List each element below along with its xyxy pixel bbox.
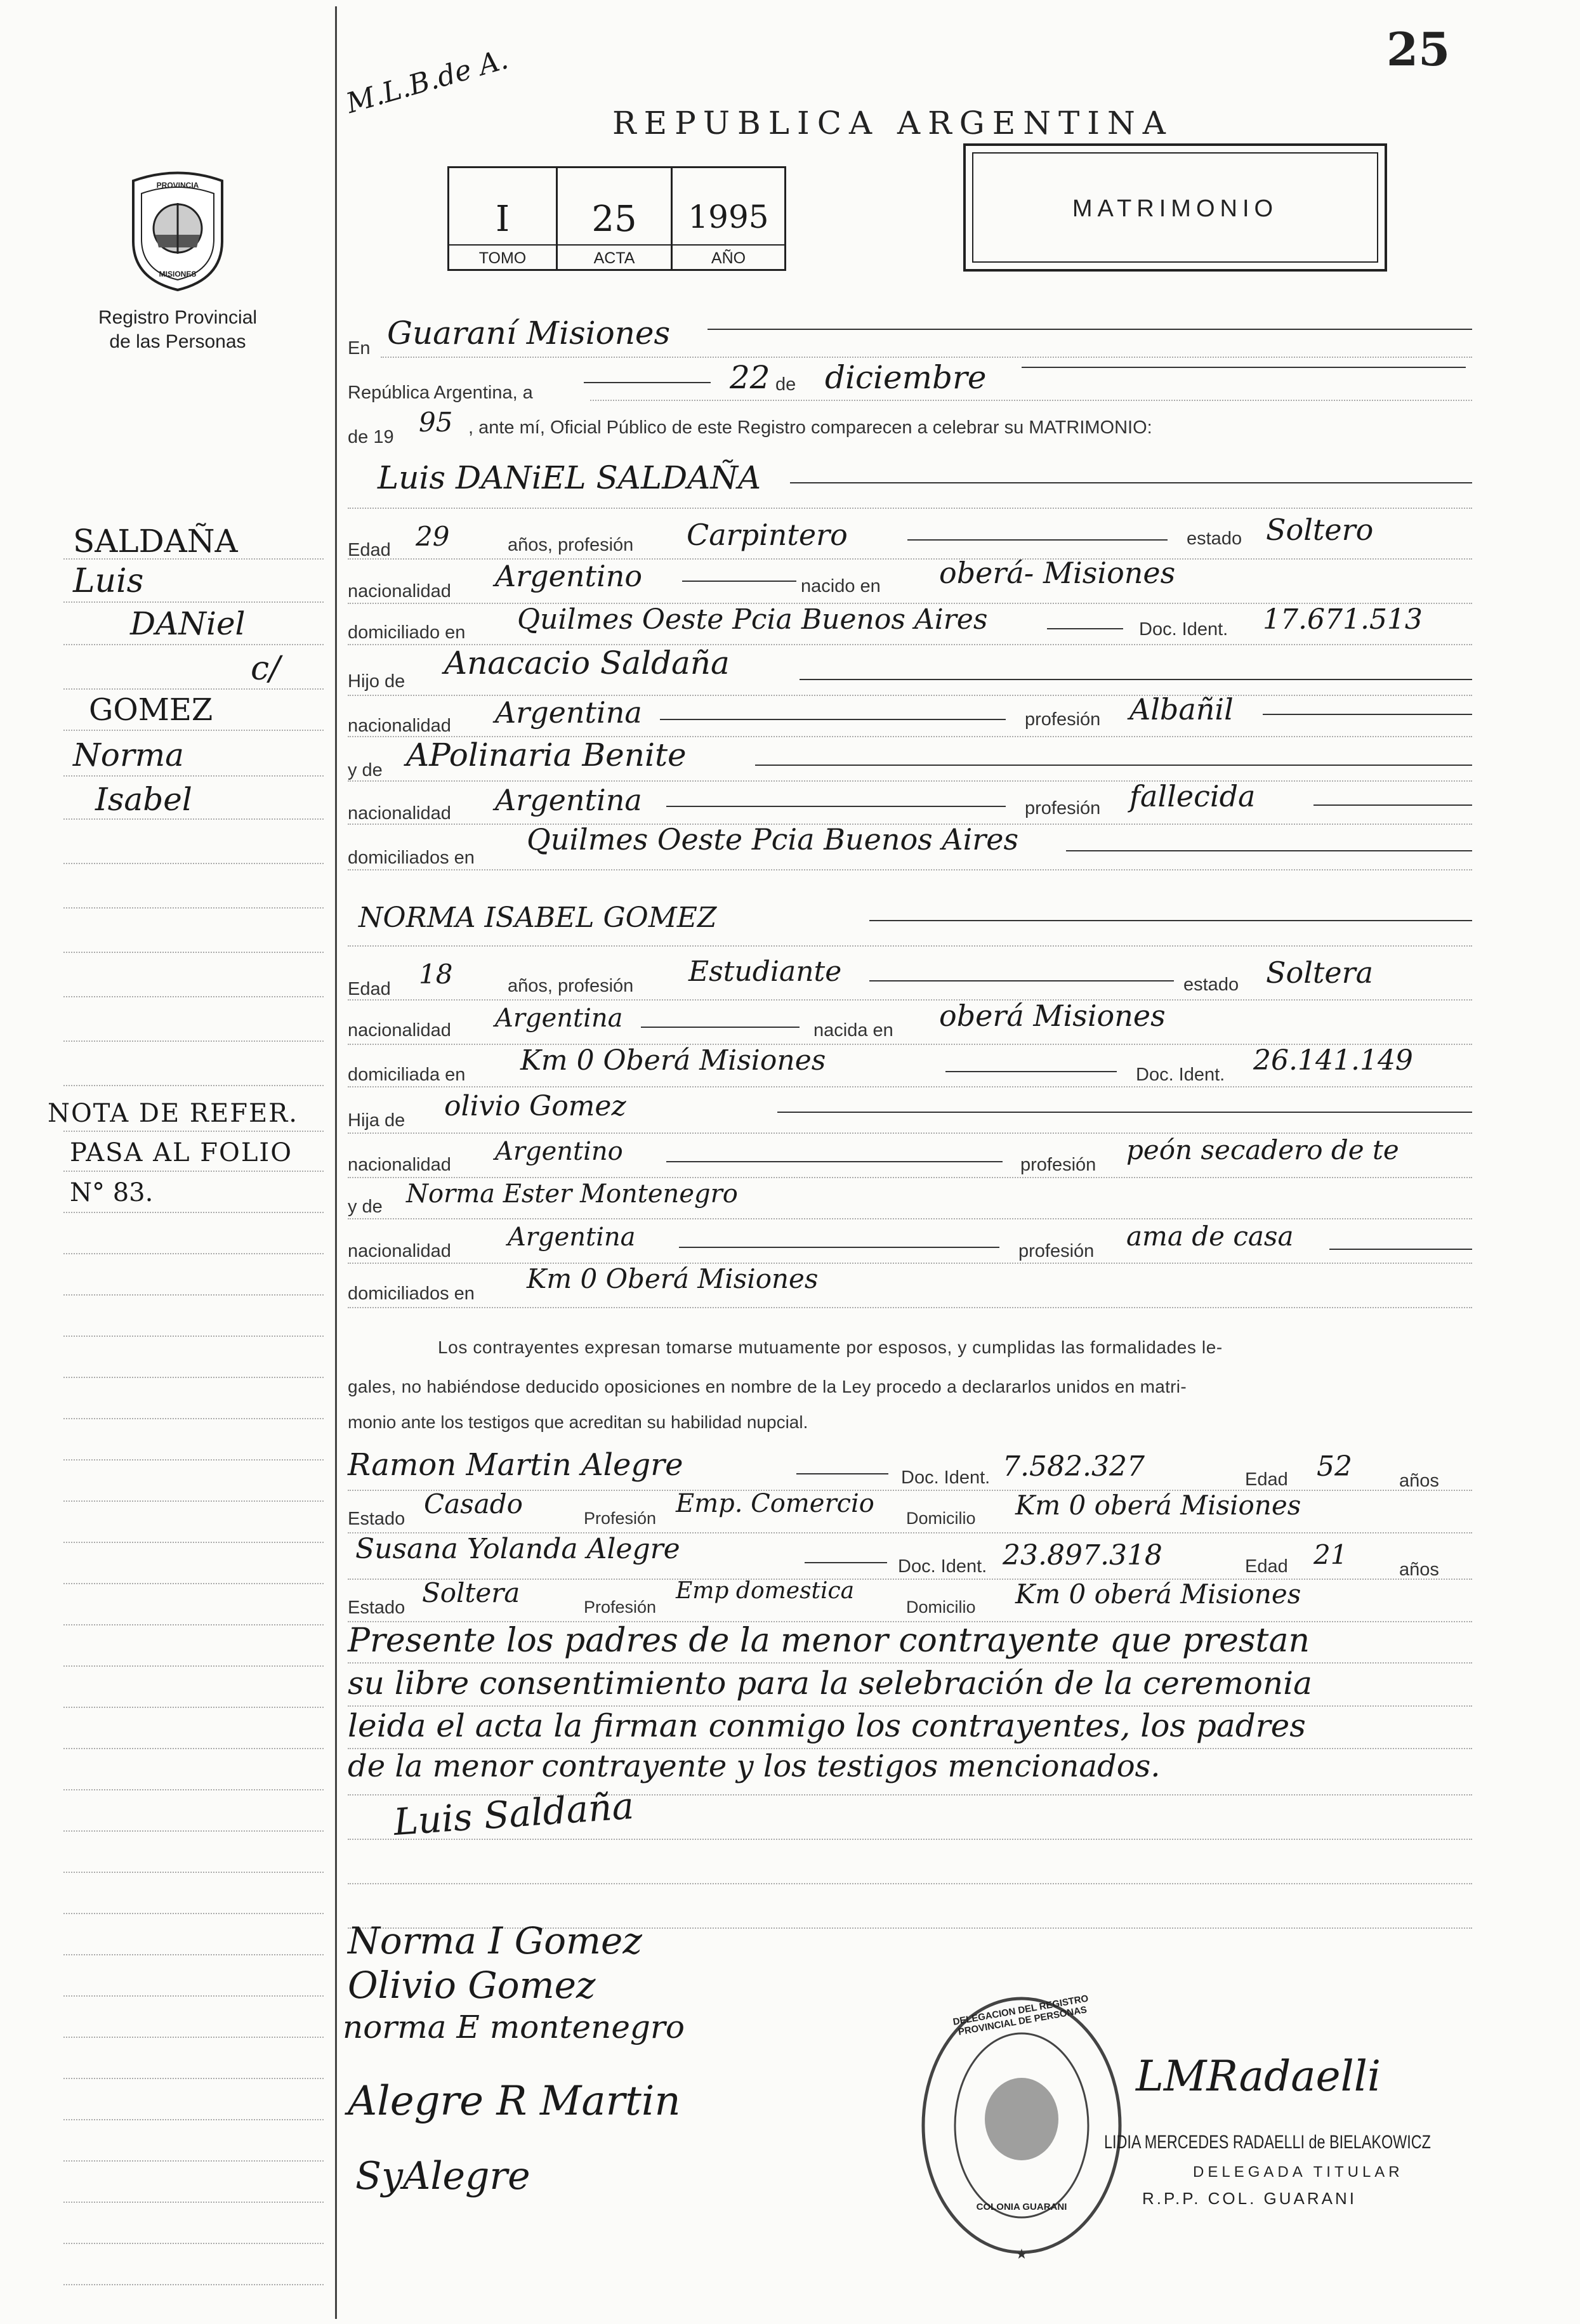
groom-nacionalidad-label: nacionalidad [348,581,451,601]
margin-rule [335,6,337,2319]
witness2-estado-label: Estado [348,1598,405,1618]
witness2-doc-label: Doc. Ident. [898,1556,987,1577]
country-title: REPUBLICA ARGENTINA [612,105,1173,141]
bride-yde-label: y de [348,1197,383,1217]
bride-age: 18 [419,959,453,990]
margin-bride-given2: Isabel [95,781,192,818]
bride-father-profession: peón secadero de te [1126,1134,1399,1165]
bride-nacida-label: nacida en [813,1020,893,1041]
official-office: R.P.P. COL. GUARANI [1142,2189,1357,2208]
groom-mother-nationality: Argentina [495,783,642,817]
witness1-age: 52 [1317,1450,1352,1483]
bride-domiciliada-label: domiciliada en [348,1065,466,1085]
page-number: 25 [1386,22,1451,76]
margin-groom-surname: SALDAÑA [73,523,238,560]
ano-cell [673,168,784,269]
witness2-domicile: Km 0 oberá Misiones [1015,1579,1301,1610]
bride-domicile: Km 0 Oberá Misiones [520,1044,826,1077]
year-prefix: de 19 [348,427,394,447]
additional-line4: de la menor contrayente y los testigos mencionados. [348,1749,1161,1784]
tomo-label: TOMO [478,249,527,267]
bride-father-prof-label: profesión [1020,1155,1096,1175]
official-signature: LMRadaelli [1136,2052,1381,2101]
signature-bride: Norma I Gomez [348,1919,642,1962]
bride-anos-profesion-label: años, profesión [508,976,634,996]
bride-profession: Estudiante [688,955,842,988]
groom-birthplace: oberá- Misiones [939,556,1176,590]
bride-edad-label: Edad [348,979,391,999]
declaration-line1: Los contrayentes expresan tomarse mutuamente por esposos, y cumplidas las formalidades le- [438,1337,1223,1357]
groom-domicile: Quilmes Oeste Pcia Buenos Aires [517,603,988,636]
official-title: DELEGADA TITULAR [1193,2163,1404,2181]
signature-groom: Luis Saldaña [392,1783,636,1844]
margin-note-line2: PASA AL FOLIO [70,1138,293,1167]
ano-value: 1995 [688,199,769,235]
month-value: diciembre [825,359,987,396]
groom-estado: Soltero [1266,513,1374,547]
acta-value: 25 [591,199,637,240]
bride-doc-label: Doc. Ident. [1136,1065,1225,1085]
official-seal [917,1992,1126,2259]
groom-parents-domicile: Quilmes Oeste Pcia Buenos Aires [527,822,1019,857]
witness1-edad-label: Edad [1245,1469,1288,1490]
bride-nationality: Argentina [495,1004,623,1033]
margin-bride-surname: GOMEZ [89,692,213,728]
coat-of-arms-top: PROVINCIA [156,181,199,190]
groom-domiciliado-label: domiciliado en [348,622,466,643]
groom-mother-nat-label: nacionalidad [348,803,451,824]
groom-yde-label: y de [348,760,383,780]
witness2-anos-label: años [1399,1559,1439,1580]
margin-note-line1: NOTA DE REFER. [48,1099,298,1128]
signature-bride-mother: norma E montenegro [343,2009,685,2045]
groom-father-prof-label: profesión [1025,709,1101,730]
witness2-domicilio-label: Domicilio [906,1598,976,1617]
day-value: 22 [730,359,770,396]
republica-label: República Argentina, a [348,383,533,403]
bride-mother-nationality: Argentina [508,1223,636,1252]
bride-estado: Soltera [1266,955,1374,990]
witness1-domicilio-label: Domicilio [906,1509,976,1528]
witness2-age: 21 [1313,1539,1348,1570]
bride-mother-nat-label: nacionalidad [348,1241,451,1261]
witness1-doc-label: Doc. Ident. [901,1467,991,1488]
groom-parents-dom-label: domiciliados en [348,848,475,868]
witness1-estado: Casado [424,1488,523,1520]
signature-witness1: Alegre R Martin [348,2078,681,2125]
witness1-profesion-label: Profesión [584,1509,657,1528]
groom-hijo-label: Hijo de [348,671,405,692]
groom-father: Anacacio Saldaña [444,645,730,681]
witness2-doc: 23.897.318 [1003,1539,1162,1572]
declaration-line2: gales, no habiéndose deducido oposiciones en nombre de la Ley procedo a declararlos unidos en matri- [348,1377,1187,1396]
bride-mother: Norma Ester Montenegro [406,1179,738,1209]
bride-parents-domicile: Km 0 Oberá Misiones [527,1263,819,1294]
groom-anos-profesion-label: años, profesión [508,535,634,555]
groom-nationality: Argentino [495,559,643,593]
ano-label: AÑO [711,249,746,267]
official-seal-text: DELEGACION DEL REGISTRO PROVINCIAL DE PERSONAS [952,1993,1090,2038]
svg-text:★: ★ [1015,2246,1028,2259]
acta-cell [558,168,673,269]
bride-father: olivio Gomez [444,1090,626,1122]
coat-of-arms [124,168,232,292]
margin-separator: c/ [251,650,280,688]
en-label: En [348,338,371,358]
margin-groom-given1: Luis [73,562,144,600]
coat-of-arms-bottom: MISIONES [159,270,197,279]
groom-father-profession: Albañil [1129,692,1234,726]
tomo-value: I [495,199,510,240]
additional-line1: Presente los padres de la menor contrayente que prestan [348,1622,1310,1660]
official-seal-bottom: COLONIA GUARANI [976,2202,1067,2212]
groom-name: Luis DANiEL SALDAÑA [378,459,761,496]
intro-text: , ante mí, Oficial Público de este Registro comparecen a celebrar su MATRIMONIO: [468,417,1152,438]
groom-mother-prof-label: profesión [1025,798,1101,818]
additional-line3: leida el acta la firman conmigo los contrayentes, los padres [348,1707,1306,1744]
groom-age: 29 [416,521,450,552]
bride-doc: 26.141.149 [1253,1044,1413,1077]
groom-nacido-label: nacido en [801,576,881,596]
acta-label: ACTA [593,249,635,267]
groom-edad-label: Edad [348,540,391,560]
witness1-anos-label: años [1399,1471,1439,1491]
official-name: LIDIA MERCEDES RADAELLI de BIELAKOWICZ [1104,2132,1431,2153]
signature-bride-father: Olivio Gomez [348,1964,596,2007]
witness1-doc: 7.582.327 [1003,1450,1145,1483]
groom-doc: 17.671.513 [1263,603,1423,636]
groom-father-nationality: Argentina [495,695,642,730]
groom-profession: Carpintero [687,518,848,552]
witness1-profession: Emp. Comercio [676,1489,874,1518]
place-value: Guaraní Misiones [387,315,671,351]
groom-mother: APolinaria Benite [406,737,687,773]
groom-estado-label: estado [1187,528,1242,549]
bride-father-nationality: Argentino [495,1137,623,1166]
witness1-name: Ramon Martin Alegre [348,1447,683,1483]
additional-line2: su libre consentimiento para la selebración de la ceremonia [348,1665,1312,1702]
declaration-line3: monio ante los testigos que acreditan su habilidad nupcial. [348,1412,808,1432]
bride-hija-label: Hija de [348,1110,405,1131]
bride-parents-dom-label: domiciliados en [348,1283,475,1304]
witness1-domicile: Km 0 oberá Misiones [1015,1490,1301,1521]
act-type-label: MATRIMONIO [1072,195,1279,222]
bride-name: NORMA ISABEL GOMEZ [359,902,717,934]
bride-mother-prof-label: profesión [1018,1241,1095,1261]
bride-birthplace: oberá Misiones [939,999,1166,1033]
signature-witness2: SyAlegre [355,2154,530,2198]
year-suffix: 95 [419,407,453,438]
margin-groom-given2: DANiel [130,605,246,642]
place-line [708,329,1472,330]
witness2-edad-label: Edad [1245,1556,1288,1577]
bride-nacionalidad-label: nacionalidad [348,1020,451,1041]
act-type-box [963,143,1387,272]
witness2-estado: Soltera [422,1577,520,1608]
groom-mother-profession: fallecida [1129,779,1256,813]
bride-father-nat-label: nacionalidad [348,1155,451,1175]
margin-note-line3: N° 83. [70,1178,154,1207]
bride-estado-label: estado [1183,975,1239,995]
top-annotation: M.L.B.de A. [343,43,512,121]
groom-doc-label: Doc. Ident. [1139,619,1228,640]
groom-father-nat-label: nacionalidad [348,716,451,736]
reference-box [447,166,786,271]
witness2-profesion-label: Profesión [584,1598,657,1617]
witness2-profession: Emp domestica [676,1578,855,1604]
margin-bride-given1: Norma [73,737,184,773]
de-label: de [775,374,796,395]
registry-name: Registro Provincial de las Personas [98,307,258,352]
tomo-cell [449,168,558,269]
bride-mother-profession: ama de casa [1126,1221,1294,1252]
witness1-estado-label: Estado [348,1509,405,1529]
witness2-name: Susana Yolanda Alegre [355,1533,680,1565]
